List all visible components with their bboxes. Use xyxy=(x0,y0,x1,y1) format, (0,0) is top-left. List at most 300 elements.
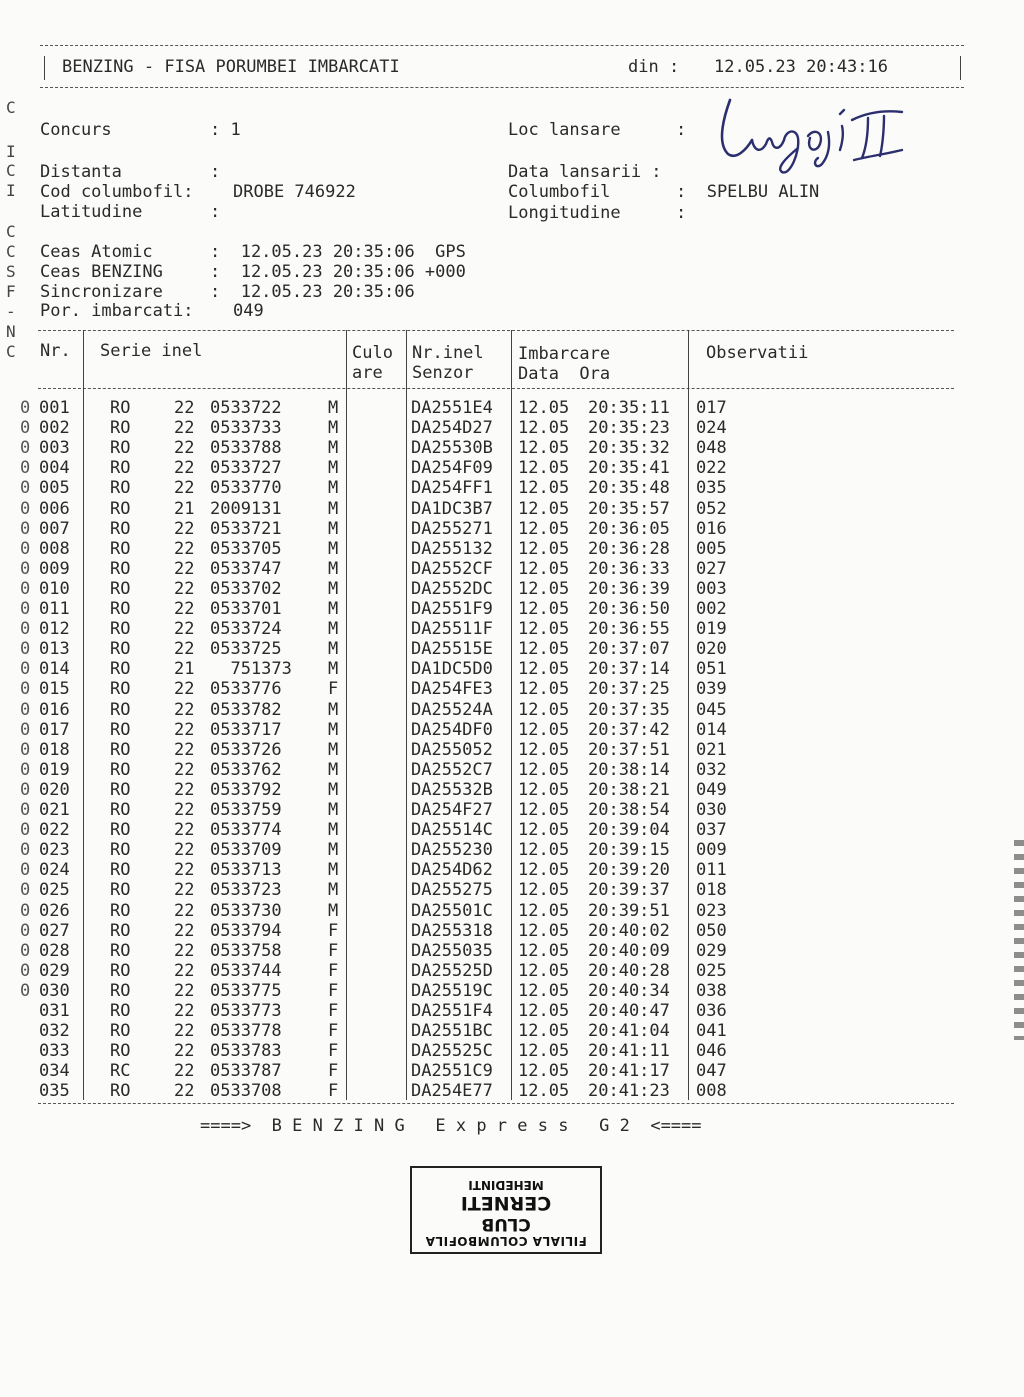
cell-tara: RO xyxy=(110,539,131,559)
cell-tara: RO xyxy=(110,880,131,900)
cell-data: 12.05 xyxy=(518,478,570,498)
cell-tara: RO xyxy=(110,800,131,820)
cell-tara: RO xyxy=(110,901,131,921)
cell-ora: 20:39:37 xyxy=(588,880,670,900)
longitudine-label: Longitudine xyxy=(508,203,621,223)
cell-an: 22 xyxy=(174,921,195,941)
table-row xyxy=(0,438,1024,458)
cell-inel: 0533794 xyxy=(210,921,282,941)
cell-data: 12.05 xyxy=(518,981,570,1001)
cell-sex: M xyxy=(328,901,339,921)
cell-ora: 20:37:07 xyxy=(588,639,670,659)
cell-data: 12.05 xyxy=(518,619,570,639)
cell-senzor: DA255318 xyxy=(411,921,493,941)
cell-sex: M xyxy=(328,418,339,438)
cell-obs: 017 xyxy=(696,398,727,418)
cell-nr: 016 xyxy=(39,700,70,720)
cell-tara: RO xyxy=(110,478,131,498)
cell-obs: 011 xyxy=(696,860,727,880)
cell-nr: 025 xyxy=(39,880,70,900)
cell-an: 22 xyxy=(174,740,195,760)
cell-nr: 034 xyxy=(39,1061,70,1081)
cell-an: 22 xyxy=(174,478,195,498)
cell-ora: 20:36:50 xyxy=(588,599,670,619)
cell-ora: 20:37:25 xyxy=(588,679,670,699)
cell-an: 22 xyxy=(174,418,195,438)
cell-an: 22 xyxy=(174,639,195,659)
cell-sex: F xyxy=(328,981,339,1001)
margin-artifact: 0 xyxy=(20,720,31,740)
cell-obs: 049 xyxy=(696,780,727,800)
cell-obs: 046 xyxy=(696,1041,727,1061)
cell-senzor: DA254F27 xyxy=(411,800,493,820)
cell-senzor: DA255271 xyxy=(411,519,493,539)
cell-ora: 20:37:51 xyxy=(588,740,670,760)
cell-senzor: DA254FE3 xyxy=(411,679,493,699)
cell-ora: 20:38:54 xyxy=(588,800,670,820)
cell-obs: 029 xyxy=(696,941,727,961)
cell-an: 22 xyxy=(174,961,195,981)
table-row xyxy=(0,760,1024,780)
margin-artifact: 0 xyxy=(20,921,31,941)
cell-an: 22 xyxy=(174,1061,195,1081)
table-row xyxy=(0,1001,1024,1021)
cell-tara: RO xyxy=(110,659,131,679)
cell-tara: RO xyxy=(110,499,131,519)
table-row xyxy=(0,901,1024,921)
cell-data: 12.05 xyxy=(518,1001,570,1021)
cell-inel: 0533747 xyxy=(210,559,282,579)
cell-nr: 002 xyxy=(39,418,70,438)
sincronizare-label: Sincronizare xyxy=(40,282,163,302)
cell-data: 12.05 xyxy=(518,840,570,860)
cell-inel: 0533788 xyxy=(210,438,282,458)
cell-inel: 0533787 xyxy=(210,1061,282,1081)
cell-obs: 025 xyxy=(696,961,727,981)
header-bottom-rule xyxy=(40,87,964,88)
cell-nr: 019 xyxy=(39,760,70,780)
cell-tara: RO xyxy=(110,1081,131,1101)
cell-sex: F xyxy=(328,679,339,699)
cell-nr: 005 xyxy=(39,478,70,498)
cell-inel: 0533724 xyxy=(210,619,282,639)
table-row xyxy=(0,981,1024,1001)
table-row xyxy=(0,1041,1024,1061)
col-header-imbarcare: Imbarcare xyxy=(518,344,611,364)
cell-senzor: DA254D62 xyxy=(411,860,493,880)
cell-ora: 20:35:48 xyxy=(588,478,670,498)
cell-an: 21 xyxy=(174,659,195,679)
cell-obs: 008 xyxy=(696,1081,727,1101)
cell-sex: M xyxy=(328,539,339,559)
cell-inel: 0533758 xyxy=(210,941,282,961)
cell-data: 12.05 xyxy=(518,519,570,539)
cell-an: 22 xyxy=(174,519,195,539)
cell-data: 12.05 xyxy=(518,921,570,941)
cell-tara: RO xyxy=(110,700,131,720)
col-header-nr: Nr. xyxy=(40,341,71,361)
cell-inel: 0533762 xyxy=(210,760,282,780)
cell-nr: 013 xyxy=(39,639,70,659)
cell-inel: 0533721 xyxy=(210,519,282,539)
cell-sex: M xyxy=(328,639,339,659)
table-row xyxy=(0,800,1024,820)
cell-ora: 20:41:17 xyxy=(588,1061,670,1081)
cell-an: 22 xyxy=(174,901,195,921)
table-row xyxy=(0,519,1024,539)
cell-ora: 20:40:02 xyxy=(588,921,670,941)
cell-senzor: DA2552DC xyxy=(411,579,493,599)
cell-data: 12.05 xyxy=(518,860,570,880)
cell-sex: M xyxy=(328,659,339,679)
cell-inel: 0533717 xyxy=(210,720,282,740)
concurs-label: Concurs xyxy=(40,120,112,140)
cell-tara: RO xyxy=(110,921,131,941)
cell-an: 22 xyxy=(174,840,195,860)
cell-ora: 20:35:32 xyxy=(588,438,670,458)
cell-tara: RO xyxy=(110,1021,131,1041)
table-row xyxy=(0,921,1024,941)
cell-ora: 20:37:14 xyxy=(588,659,670,679)
cell-sex: M xyxy=(328,880,339,900)
footer-banner: ====> B E N Z I N G E x p r e s s G 2 <==== xyxy=(200,1116,702,1136)
cell-data: 12.05 xyxy=(518,1021,570,1041)
cell-an: 22 xyxy=(174,1081,195,1101)
cell-obs: 024 xyxy=(696,418,727,438)
cell-nr: 008 xyxy=(39,539,70,559)
cell-an: 22 xyxy=(174,800,195,820)
cell-obs: 052 xyxy=(696,499,727,519)
cell-inel: 0533726 xyxy=(210,740,282,760)
cell-sex: M xyxy=(328,559,339,579)
cell-ora: 20:38:21 xyxy=(588,780,670,800)
cell-sex: M xyxy=(328,780,339,800)
cell-an: 22 xyxy=(174,700,195,720)
cell-an: 22 xyxy=(174,1021,195,1041)
cell-senzor: DA2551E4 xyxy=(411,398,493,418)
cell-obs: 014 xyxy=(696,720,727,740)
cell-senzor: DA2551BC xyxy=(411,1021,493,1041)
col-header-senzor: Senzor xyxy=(412,363,474,383)
margin-artifact: 0 xyxy=(20,840,31,860)
margin-artifact: 0 xyxy=(20,559,31,579)
cell-ora: 20:39:15 xyxy=(588,840,670,860)
cell-obs: 051 xyxy=(696,659,727,679)
cell-obs: 030 xyxy=(696,800,727,820)
cell-data: 12.05 xyxy=(518,961,570,981)
cell-an: 22 xyxy=(174,599,195,619)
cell-obs: 023 xyxy=(696,901,727,921)
distanta-value: : xyxy=(210,162,221,182)
cell-sex: M xyxy=(328,820,339,840)
cell-senzor: DA1DC5D0 xyxy=(411,659,493,679)
cell-tara: RO xyxy=(110,820,131,840)
margin-artifact: 0 xyxy=(20,961,31,981)
columbofil-value: : SPELBU ALIN xyxy=(676,182,820,202)
latitudine-label: Latitudine xyxy=(40,202,143,222)
cell-data: 12.05 xyxy=(518,880,570,900)
cell-senzor: DA25519C xyxy=(411,981,493,1001)
margin-artifact: 0 xyxy=(20,619,31,639)
cell-sex: M xyxy=(328,860,339,880)
cell-inel: 0533783 xyxy=(210,1041,282,1061)
cod-columbofil-value: DROBE 746922 xyxy=(233,182,356,202)
sincronizare-value: : 12.05.23 20:35:06 xyxy=(210,282,415,302)
cell-nr: 014 xyxy=(39,659,70,679)
margin-artifact: 0 xyxy=(20,679,31,699)
cell-tara: RO xyxy=(110,860,131,880)
cell-inel: 0533709 xyxy=(210,840,282,860)
cell-senzor: DA254DF0 xyxy=(411,720,493,740)
col-header-observatii: Observatii xyxy=(706,343,809,363)
por-imbarcati-label: Por. imbarcati: xyxy=(40,301,194,321)
cell-sex: F xyxy=(328,1021,339,1041)
cell-tara: RO xyxy=(110,418,131,438)
margin-artifact: 0 xyxy=(20,398,31,418)
cell-ora: 20:35:23 xyxy=(588,418,670,438)
ceas-benzing-label: Ceas BENZING xyxy=(40,262,163,282)
cell-obs: 045 xyxy=(696,700,727,720)
table-header-rule xyxy=(38,388,954,389)
cell-obs: 032 xyxy=(696,760,727,780)
cell-obs: 048 xyxy=(696,438,727,458)
cell-inel: 0533770 xyxy=(210,478,282,498)
cell-data: 12.05 xyxy=(518,800,570,820)
cell-obs: 002 xyxy=(696,599,727,619)
cell-an: 22 xyxy=(174,398,195,418)
margin-artifact: 0 xyxy=(20,800,31,820)
cell-data: 12.05 xyxy=(518,418,570,438)
margin-artifact: 0 xyxy=(20,860,31,880)
cell-data: 12.05 xyxy=(518,438,570,458)
cell-senzor: DA1DC3B7 xyxy=(411,499,493,519)
cell-senzor: DA2551F9 xyxy=(411,599,493,619)
cell-tara: RO xyxy=(110,760,131,780)
cell-tara: RO xyxy=(110,559,131,579)
table-row xyxy=(0,458,1024,478)
cell-data: 12.05 xyxy=(518,639,570,659)
cell-tara: RC xyxy=(110,1061,131,1081)
cell-tara: RO xyxy=(110,458,131,478)
cell-an: 21 xyxy=(174,499,195,519)
cell-senzor: DA255035 xyxy=(411,941,493,961)
cell-tara: RO xyxy=(110,780,131,800)
table-row xyxy=(0,659,1024,679)
margin-artifact: 0 xyxy=(20,458,31,478)
date-value: 12.05.23 20:43:16 xyxy=(714,57,888,77)
cell-ora: 20:37:42 xyxy=(588,720,670,740)
cell-data: 12.05 xyxy=(518,499,570,519)
header-top-rule xyxy=(40,45,964,46)
cell-obs: 047 xyxy=(696,1061,727,1081)
cell-ora: 20:39:04 xyxy=(588,820,670,840)
cell-ora: 20:36:55 xyxy=(588,619,670,639)
cell-nr: 024 xyxy=(39,860,70,880)
cell-senzor: DA255275 xyxy=(411,880,493,900)
table-row xyxy=(0,720,1024,740)
cell-data: 12.05 xyxy=(518,780,570,800)
cell-senzor: DA254FF1 xyxy=(411,478,493,498)
cell-senzor: DA254E77 xyxy=(411,1081,493,1101)
margin-artifact: 0 xyxy=(20,820,31,840)
cell-sex: M xyxy=(328,619,339,639)
cell-ora: 20:39:20 xyxy=(588,860,670,880)
cell-senzor: DA25514C xyxy=(411,820,493,840)
margin-artifact: 0 xyxy=(20,539,31,559)
cell-senzor: DA255132 xyxy=(411,539,493,559)
cell-tara: RO xyxy=(110,639,131,659)
table-row xyxy=(0,1081,1024,1101)
table-top-rule xyxy=(38,330,954,331)
cell-tara: RO xyxy=(110,740,131,760)
cell-tara: RO xyxy=(110,438,131,458)
cell-tara: RO xyxy=(110,1041,131,1061)
cell-data: 12.05 xyxy=(518,901,570,921)
cell-tara: RO xyxy=(110,720,131,740)
cell-sex: F xyxy=(328,921,339,941)
cell-an: 22 xyxy=(174,760,195,780)
cell-senzor: DA255052 xyxy=(411,740,493,760)
cell-data: 12.05 xyxy=(518,398,570,418)
cell-inel: 0533705 xyxy=(210,539,282,559)
cell-ora: 20:40:34 xyxy=(588,981,670,1001)
cell-data: 12.05 xyxy=(518,941,570,961)
cell-inel: 751373 xyxy=(210,659,292,679)
cell-an: 22 xyxy=(174,981,195,1001)
margin-artifact: 0 xyxy=(20,639,31,659)
margin-artifact: 0 xyxy=(20,941,31,961)
margin-artifact: 0 xyxy=(20,418,31,438)
table-row xyxy=(0,860,1024,880)
loc-lansare-label: Loc lansare xyxy=(508,120,621,140)
cell-tara: RO xyxy=(110,840,131,860)
cell-senzor: DA25525C xyxy=(411,1041,493,1061)
cell-nr: 015 xyxy=(39,679,70,699)
cell-an: 22 xyxy=(174,1041,195,1061)
cell-ora: 20:41:04 xyxy=(588,1021,670,1041)
cell-sex: M xyxy=(328,599,339,619)
cell-data: 12.05 xyxy=(518,599,570,619)
cell-ora: 20:40:28 xyxy=(588,961,670,981)
margin-artifact: 0 xyxy=(20,700,31,720)
cell-ora: 20:36:05 xyxy=(588,519,670,539)
table-row xyxy=(0,880,1024,900)
cell-senzor: DA255230 xyxy=(411,840,493,860)
cell-nr: 003 xyxy=(39,438,70,458)
cell-sex: F xyxy=(328,941,339,961)
cell-nr: 018 xyxy=(39,740,70,760)
cell-obs: 009 xyxy=(696,840,727,860)
cell-obs: 003 xyxy=(696,579,727,599)
cell-an: 22 xyxy=(174,780,195,800)
cell-senzor: DA254F09 xyxy=(411,458,493,478)
cell-nr: 029 xyxy=(39,961,70,981)
table-row xyxy=(0,619,1024,639)
cell-sex: M xyxy=(328,800,339,820)
cell-sex: M xyxy=(328,478,339,498)
cell-obs: 018 xyxy=(696,880,727,900)
cell-an: 22 xyxy=(174,559,195,579)
cell-sex: M xyxy=(328,438,339,458)
cell-senzor: DA2552C7 xyxy=(411,760,493,780)
table-row xyxy=(0,941,1024,961)
cell-sex: M xyxy=(328,740,339,760)
cell-data: 12.05 xyxy=(518,760,570,780)
cell-ora: 20:36:33 xyxy=(588,559,670,579)
cell-obs: 035 xyxy=(696,478,727,498)
cell-inel: 0533722 xyxy=(210,398,282,418)
cell-inel: 0533733 xyxy=(210,418,282,438)
table-row xyxy=(0,559,1024,579)
cell-ora: 20:35:11 xyxy=(588,398,670,418)
cell-senzor: DA25532B xyxy=(411,780,493,800)
cell-inel: 0533708 xyxy=(210,1081,282,1101)
cell-an: 22 xyxy=(174,720,195,740)
cell-an: 22 xyxy=(174,820,195,840)
cell-obs: 050 xyxy=(696,921,727,941)
cell-senzor: DA2552CF xyxy=(411,559,493,579)
por-imbarcati-value: 049 xyxy=(233,301,264,321)
cell-sex: M xyxy=(328,398,339,418)
table-row xyxy=(0,840,1024,860)
cell-obs: 037 xyxy=(696,820,727,840)
cell-nr: 021 xyxy=(39,800,70,820)
cell-inel: 0533744 xyxy=(210,961,282,981)
table-row xyxy=(0,478,1024,498)
concurs-value: : 1 xyxy=(210,120,241,140)
col-header-culoare: Culo xyxy=(352,343,393,363)
cell-sex: M xyxy=(328,700,339,720)
cell-obs: 027 xyxy=(696,559,727,579)
cell-nr: 031 xyxy=(39,1001,70,1021)
cell-obs: 036 xyxy=(696,1001,727,1021)
table-bottom-rule xyxy=(38,1103,954,1104)
cell-nr: 022 xyxy=(39,820,70,840)
cell-ora: 20:36:39 xyxy=(588,579,670,599)
cell-inel: 0533713 xyxy=(210,860,282,880)
table-row xyxy=(0,961,1024,981)
cell-an: 22 xyxy=(174,941,195,961)
table-row xyxy=(0,1061,1024,1081)
cell-obs: 016 xyxy=(696,519,727,539)
cell-ora: 20:35:41 xyxy=(588,458,670,478)
stamp-line-1: FILIALA COLUMBOFILA xyxy=(425,1234,587,1248)
columbofil-label: Columbofil xyxy=(508,182,611,202)
cell-inel: 0533774 xyxy=(210,820,282,840)
cell-nr: 004 xyxy=(39,458,70,478)
cell-nr: 026 xyxy=(39,901,70,921)
cell-nr: 027 xyxy=(39,921,70,941)
date-label: din : xyxy=(628,57,680,77)
margin-artifact: 0 xyxy=(20,760,31,780)
cell-ora: 20:35:57 xyxy=(588,499,670,519)
table-row xyxy=(0,780,1024,800)
cell-ora: 20:38:14 xyxy=(588,760,670,780)
cell-data: 12.05 xyxy=(518,659,570,679)
cell-data: 12.05 xyxy=(518,679,570,699)
cell-nr: 007 xyxy=(39,519,70,539)
cell-senzor: DA25501C xyxy=(411,901,493,921)
cell-sex: M xyxy=(328,760,339,780)
margin-artifact: 0 xyxy=(20,901,31,921)
cell-inel: 0533702 xyxy=(210,579,282,599)
cell-inel: 0533701 xyxy=(210,599,282,619)
cell-senzor: DA2551C9 xyxy=(411,1061,493,1081)
cell-inel: 0533778 xyxy=(210,1021,282,1041)
cell-nr: 001 xyxy=(39,398,70,418)
document-title: BENZING - FISA PORUMBEI IMBARCATI xyxy=(62,57,400,77)
cell-obs: 041 xyxy=(696,1021,727,1041)
